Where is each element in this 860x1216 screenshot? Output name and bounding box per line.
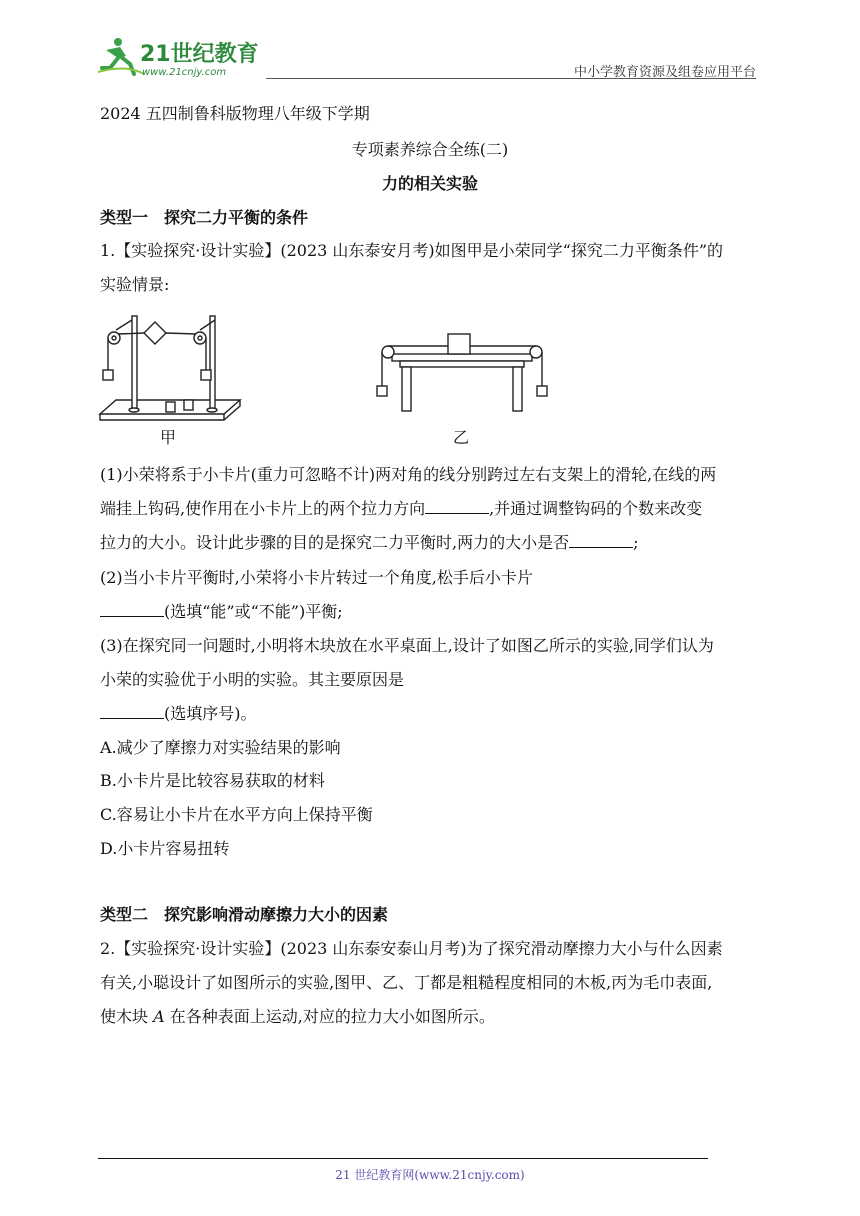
p1-line2-b: ,并通过调整钩码的个数来改变 bbox=[489, 499, 703, 518]
doc-title: 2024 五四制鲁科版物理八年级下学期 bbox=[100, 104, 370, 123]
answer-blank-equal[interactable] bbox=[569, 533, 633, 548]
q2-variable-a: A bbox=[153, 1007, 165, 1026]
p1-line3 bbox=[100, 533, 638, 553]
logo-url: www.21cnjy.com bbox=[142, 67, 227, 78]
doc-heading: 力的相关实验 bbox=[381, 174, 478, 193]
p3-line1: (3)在探究同一问题时,小明将木块放在水平桌面上,设计了如图乙所示的实验,同学们认为 bbox=[100, 636, 714, 655]
figure-yi bbox=[372, 326, 552, 412]
section2-title: 类型二 探究影响滑动摩擦力大小的因素 bbox=[100, 905, 389, 924]
page-header bbox=[96, 28, 756, 80]
q1-line1: 1.【实验探究·设计实验】(2023 山东泰安月考)如图甲是小荣同学“探究二力平衡条件”的 bbox=[100, 241, 724, 260]
q2-line3-a: 使木块 bbox=[100, 1007, 154, 1026]
answer-blank-reason[interactable] bbox=[100, 704, 164, 719]
p1-line3-b: ; bbox=[633, 533, 639, 552]
p3-line3 bbox=[100, 704, 257, 724]
q2-line2: 有关,小聪设计了如图所示的实验,图甲、乙、丁都是粗糙程度相同的木板,丙为毛巾表面, bbox=[100, 973, 713, 992]
logo-text: 21世纪教育 bbox=[140, 42, 259, 67]
p3-line2: 小荣的实验优于小明的实验。其主要原因是 bbox=[100, 670, 405, 689]
q2-line3 bbox=[100, 1007, 495, 1027]
footer-text: 21 世纪教育网(www.21cnjy.com) bbox=[335, 1168, 525, 1182]
p1-line2 bbox=[100, 499, 702, 519]
q1-line2: 实验情景: bbox=[100, 275, 170, 294]
p2-line2-text: (选填“能”或“不能”)平衡; bbox=[164, 602, 343, 621]
answer-blank-direction[interactable] bbox=[425, 499, 489, 514]
p2-line1: (2)当小卡片平衡时,小荣将小卡片转过一个角度,松手后小卡片 bbox=[100, 568, 533, 587]
option-c: C.容易让小卡片在水平方向上保持平衡 bbox=[100, 805, 373, 824]
figure-yi-label: 乙 bbox=[453, 428, 470, 447]
doc-subtitle: 专项素养综合全练(二) bbox=[351, 140, 509, 159]
option-d: D.小卡片容易扭转 bbox=[100, 839, 230, 858]
p1-line2-a: 端挂上钩码,使作用在小卡片上的两个拉力方向 bbox=[100, 499, 426, 518]
platform-label: 中小学教育资源及组卷应用平台 bbox=[573, 65, 756, 80]
option-b: B.小卡片是比较容易获取的材料 bbox=[100, 771, 325, 790]
figure-jia-label: 甲 bbox=[160, 428, 177, 447]
p1-line3-a: 拉力的大小。设计此步骤的目的是探究二力平衡时,两力的大小是否 bbox=[100, 533, 570, 552]
section1-title: 类型一 探究二力平衡的条件 bbox=[100, 208, 309, 227]
footer-rule bbox=[98, 1158, 708, 1159]
answer-blank-balance[interactable] bbox=[100, 602, 164, 617]
p2-line2 bbox=[100, 602, 343, 622]
p3-line3-text: (选填序号)。 bbox=[164, 704, 257, 723]
q2-line1: 2.【实验探究·设计实验】(2023 山东泰安泰山月考)为了探究滑动摩擦力大小与什么因素 bbox=[100, 939, 723, 958]
option-a: A.减少了摩擦力对实验结果的影响 bbox=[100, 738, 341, 757]
q2-line3-b: 在各种表面上运动,对应的拉力大小如图所示。 bbox=[164, 1007, 495, 1026]
p1-line1: (1)小荣将系于小卡片(重力可忽略不计)两对角的线分别跨过左右支架上的滑轮,在线的两 bbox=[100, 465, 717, 484]
logo-21cnjy bbox=[96, 34, 266, 78]
